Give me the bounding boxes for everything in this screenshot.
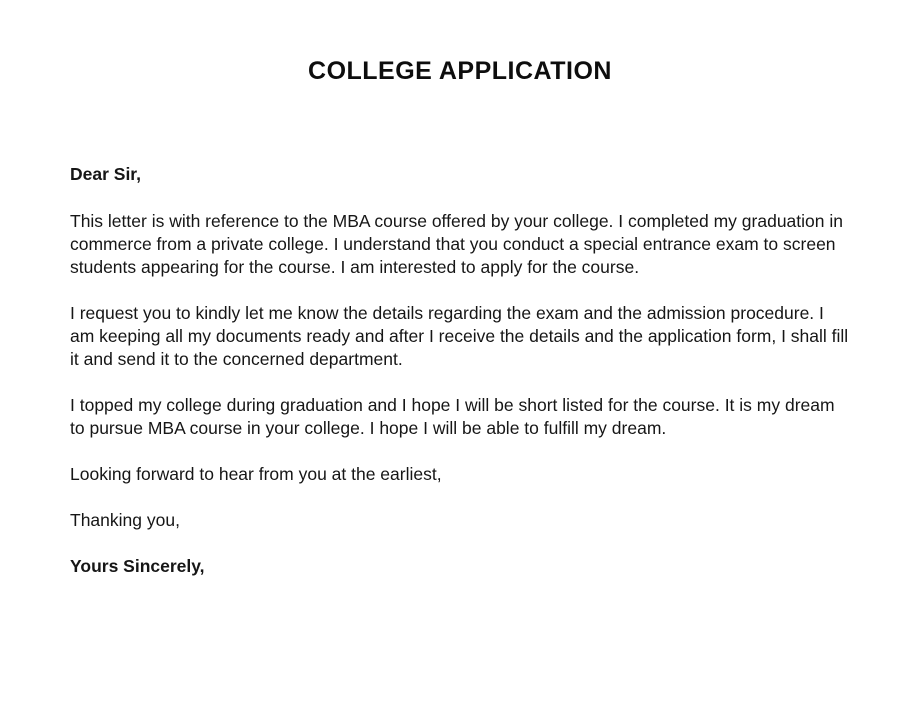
closing-line: Looking forward to hear from you at the earliest, [70,464,442,484]
page-title: COLLEGE APPLICATION [308,57,612,85]
letter-body [70,163,852,578]
paragraph-3: I topped my college during graduation and I hope I will be short listed for the course. It is my dream to pursue MBA course in your college. I hope I will be able to fulfill my dream. [70,395,835,438]
paragraph-2: I request you to kindly let me know the details regarding the exam and the admission procedure. I am keeping all my documents ready and after I receive the details and the application form, I shall fill it and send it to the concerned department. [70,303,849,369]
paragraph-1: This letter is with reference to the MBA course offered by your college. I completed my graduation in commerce from a private college. I understand that you conduct a special entrance exam to screen students appearing for the course. I am interested to apply for the course. [70,211,843,277]
salutation: Dear Sir, [70,164,142,184]
thanking-line: Thanking you, [70,510,180,530]
signoff: Yours Sincerely, [70,556,205,576]
